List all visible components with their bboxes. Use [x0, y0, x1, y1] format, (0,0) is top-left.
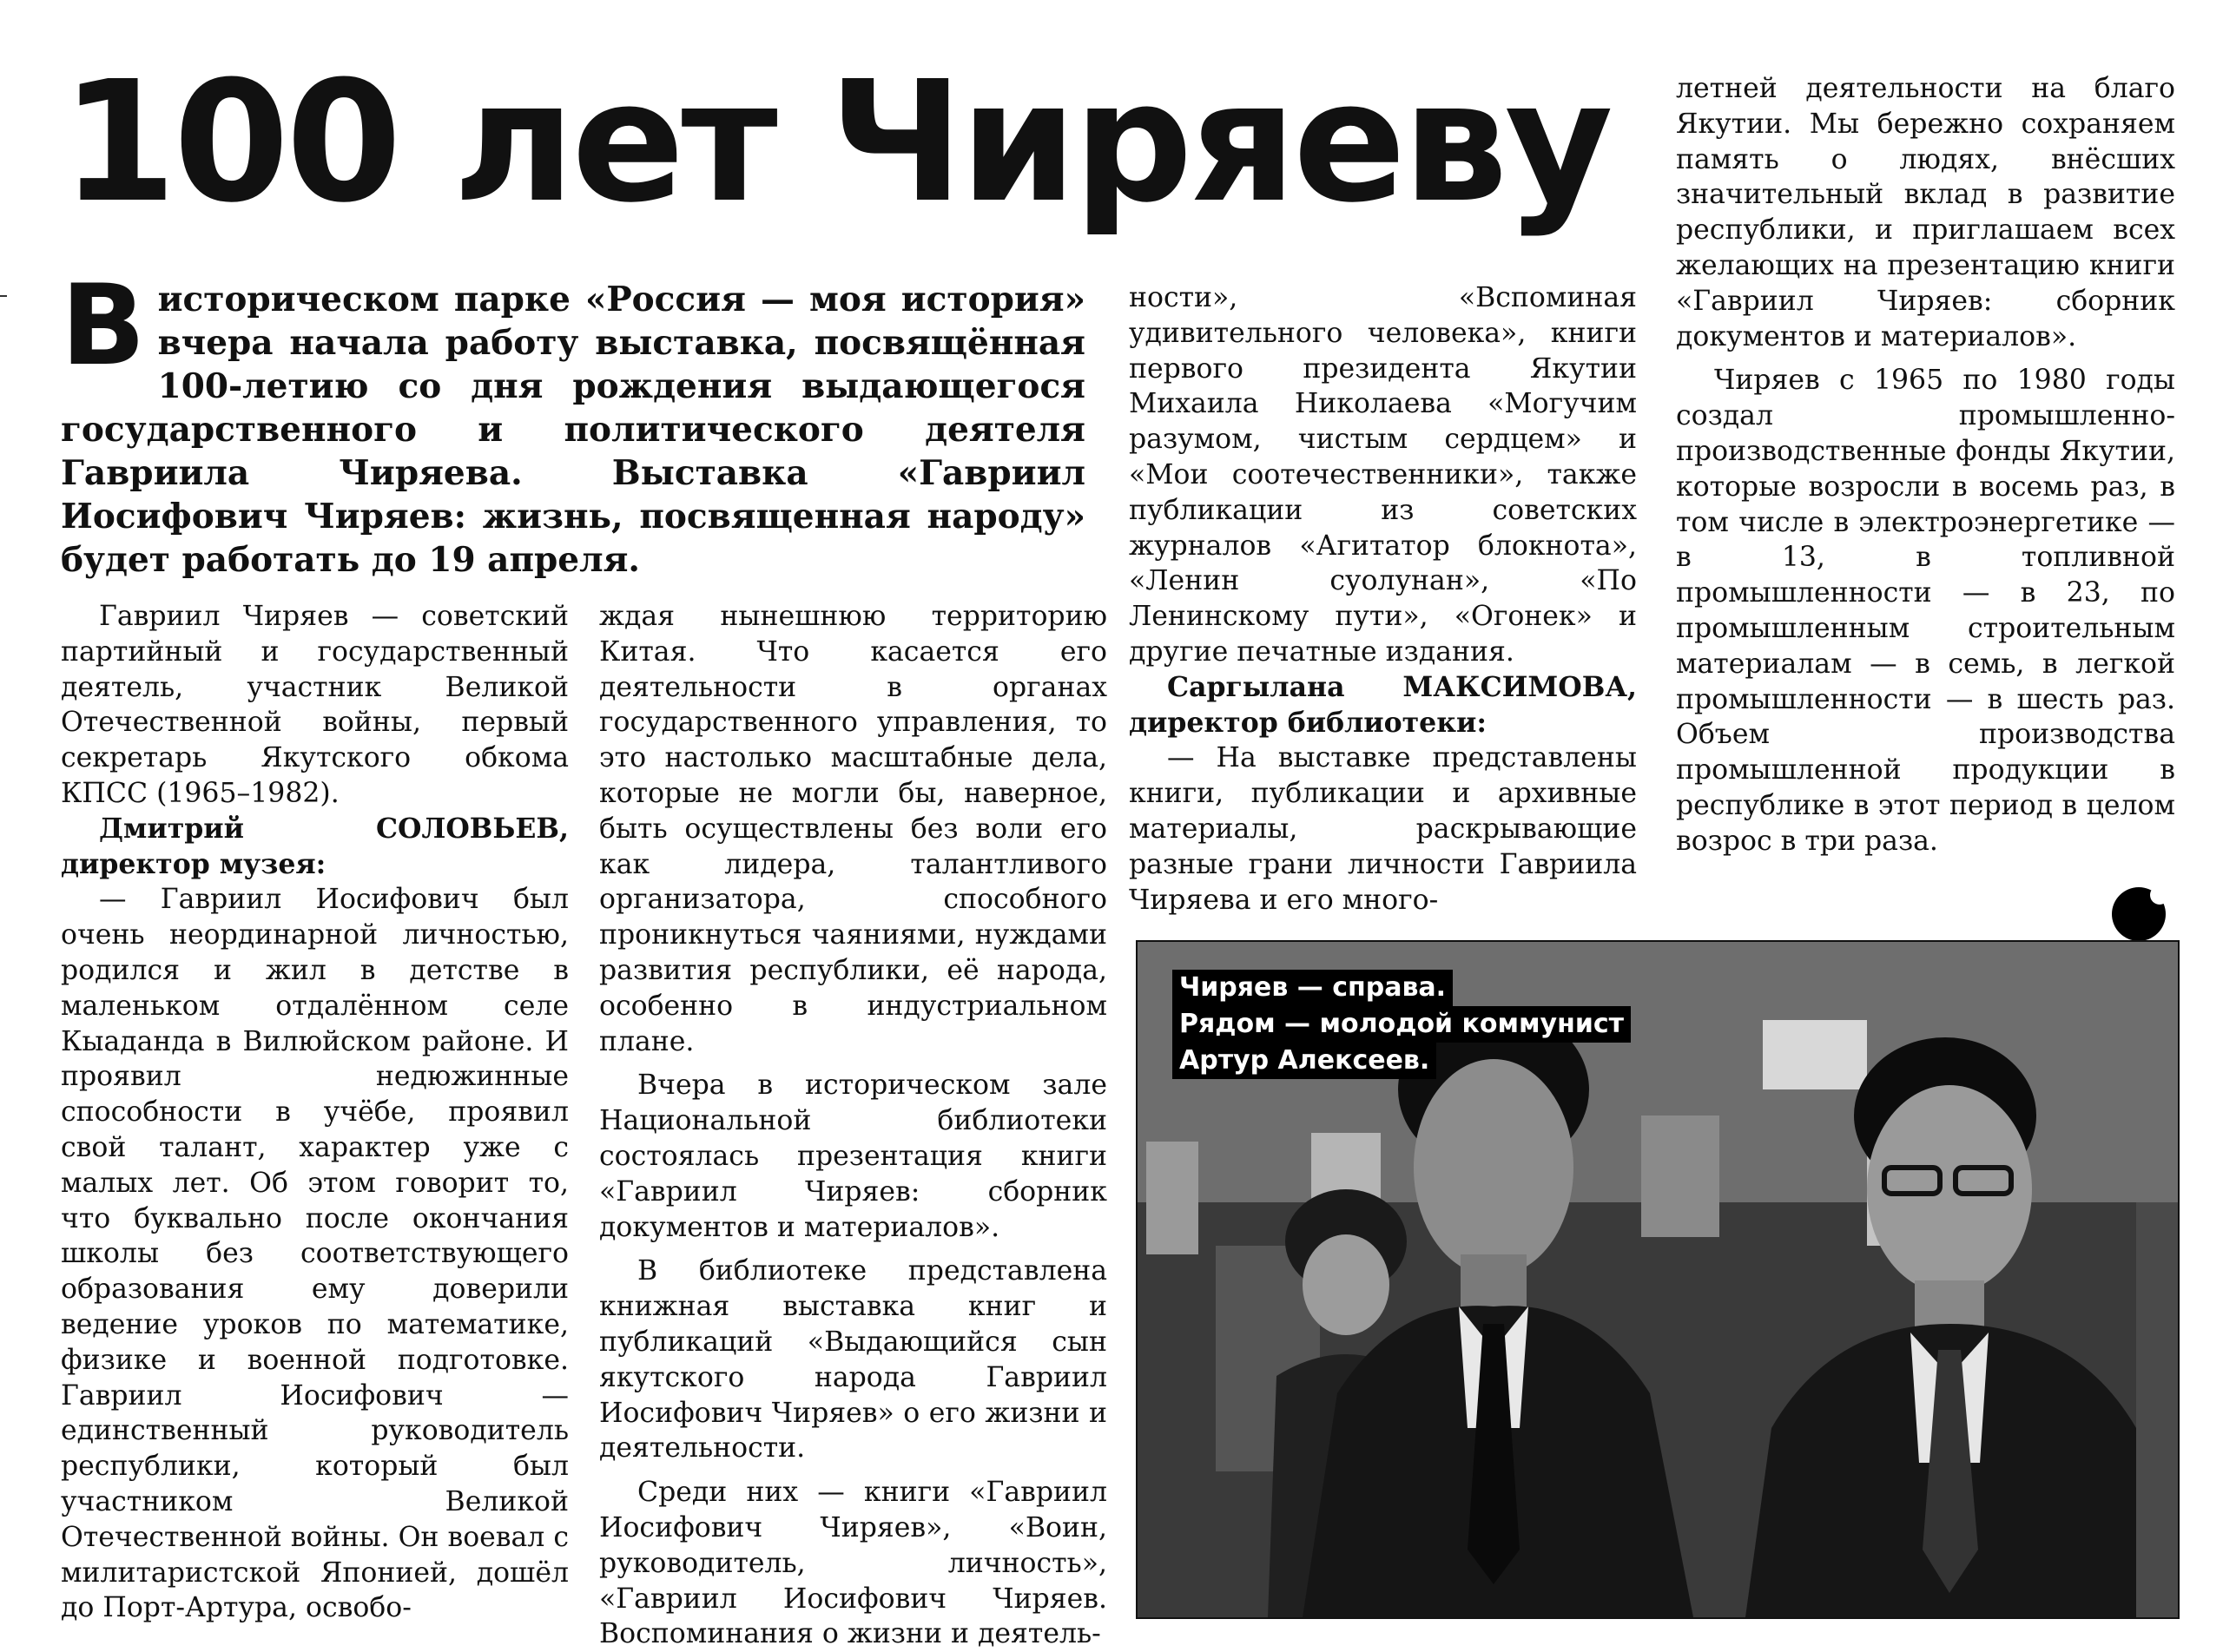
lead-text: историческом парке «Россия — моя история» вчера начала работу выставка, посвящённая 100-летию со дня рождения выдающегося государственного и политического деятеля Гавриила Чиряева. Выставка «Гавриил Иосифович Чиряев: жизнь, посвященная народу» будет работать до 19 апреля. [61, 280, 1085, 580]
speaker-library-director: Саргылана МАКСИМОВА, директор библиотеки: [1129, 670, 1637, 739]
caption-line: Артур Алексеев. [1172, 1043, 1436, 1079]
column-3 [1129, 280, 1637, 918]
paragraph: летней деятельности на благо Якутии. Мы бережно сохраняем память о людях, внёсших значительный вклад в развитие республики, и приглашаем всех желающих на презентацию книги «Гавриил Чиряев: сборник документов и материалов». [1676, 73, 2175, 352]
drop-cap: В [61, 261, 146, 391]
photo-caption [1172, 970, 1631, 1079]
paragraph: Среди них — книги «Гавриил Иосифович Чиряев», «Воин, руководитель, личность», «Гавриил Иосифович Чиряев. Воспоминания о жизни и деятель- [599, 1477, 1107, 1650]
paragraph: Чиряев с 1965 по 1980 годы создал промышленно-производственные фонды Якутии, которые возросли в восемь раз, в том числе в электроэнергетике — в 13, в топливной промышленности — в 23, по промышленным строительным материалам — в семь, в легкой промышленности — в шесть раз. Объем производства промышленной продукции в республике в этот период в целом возрос в три раза. [1676, 365, 2175, 857]
section-bullet-icon [2112, 887, 2166, 941]
edge-mark [0, 295, 7, 297]
column-1 [61, 599, 569, 1626]
paragraph: В библиотеке представлена книжная выставка книг и публикаций «Выдающийся сын якутского народа Гавриил Иосифович Чиряев» о его жизни и деятельности. [599, 1255, 1107, 1464]
headline: 100 лет Чиряеву [61, 46, 1610, 240]
paragraph: Гавриил Чиряев — советский партийный и государственный деятель, участник Великой Отечественной войны, первый секретарь Якутского обкома КПСС (1965–1982). [61, 601, 569, 809]
paragraph: ждая нынешнюю территорию Китая. Что касается его деятельности в органах государственного управления, то это настолько масштабные дела, которые не могли бы, наверное, быть осуществлены без воли его как лидера, талантливого организатора, способного проникнуться чаяниями, нуждами развития республики, её народа, особенно в индустриальном плане. [599, 601, 1107, 1057]
paragraph: Вчера в историческом зале Национальной библиотеки состоялась презентация книги «Гавриил Чиряев: сборник документов и материалов». [599, 1070, 1107, 1243]
paragraph: — На выставке представлены книги, публикации и архивные материалы, раскрывающие разные грани личности Гавриила Чиряева и его много- [1129, 742, 1637, 916]
news-photo [1136, 940, 2180, 1619]
column-4 [1676, 71, 2175, 859]
paragraph: — Гавриил Иосифович был очень неординарной личностью, родился и жил в детстве в маленьком отдалённом селе Кыаданда в Вилюйском районе. И проявил недюжинные способности в учёбе, проявил свой талант, характер уже с малых лет. Об этом говорит то, что буквально после окончания школы без соответствующего образования ему доверили ведение уроков по математике, физике и военной подготовке. Гавриил Иосифович — единственный руководитель республики, который был участником Великой Отечественной войны. Он воевал с милитаристской Японией, дошёл до Порт-Артура, освобо- [61, 884, 569, 1624]
paragraph: ности», «Вспоминая удивительного человека», книги первого президента Якутии Михаила Николаева «Могучим разумом, чистым сердцем» и «Мои соотечественники», также публикации из советских журналов «Агитатор блокнота», «Ленин суолунан», «По Ленинскому пути», «Огонек» и другие печатные издания. [1129, 282, 1637, 668]
caption-line: Чиряев — справа. [1172, 970, 1453, 1006]
column-2 [599, 599, 1107, 1652]
speaker-museum-director: Дмитрий СОЛОВЬЕВ, директор музея: [61, 812, 569, 880]
lead-paragraph [61, 261, 1085, 582]
caption-line: Рядом — молодой коммунист [1172, 1006, 1631, 1043]
